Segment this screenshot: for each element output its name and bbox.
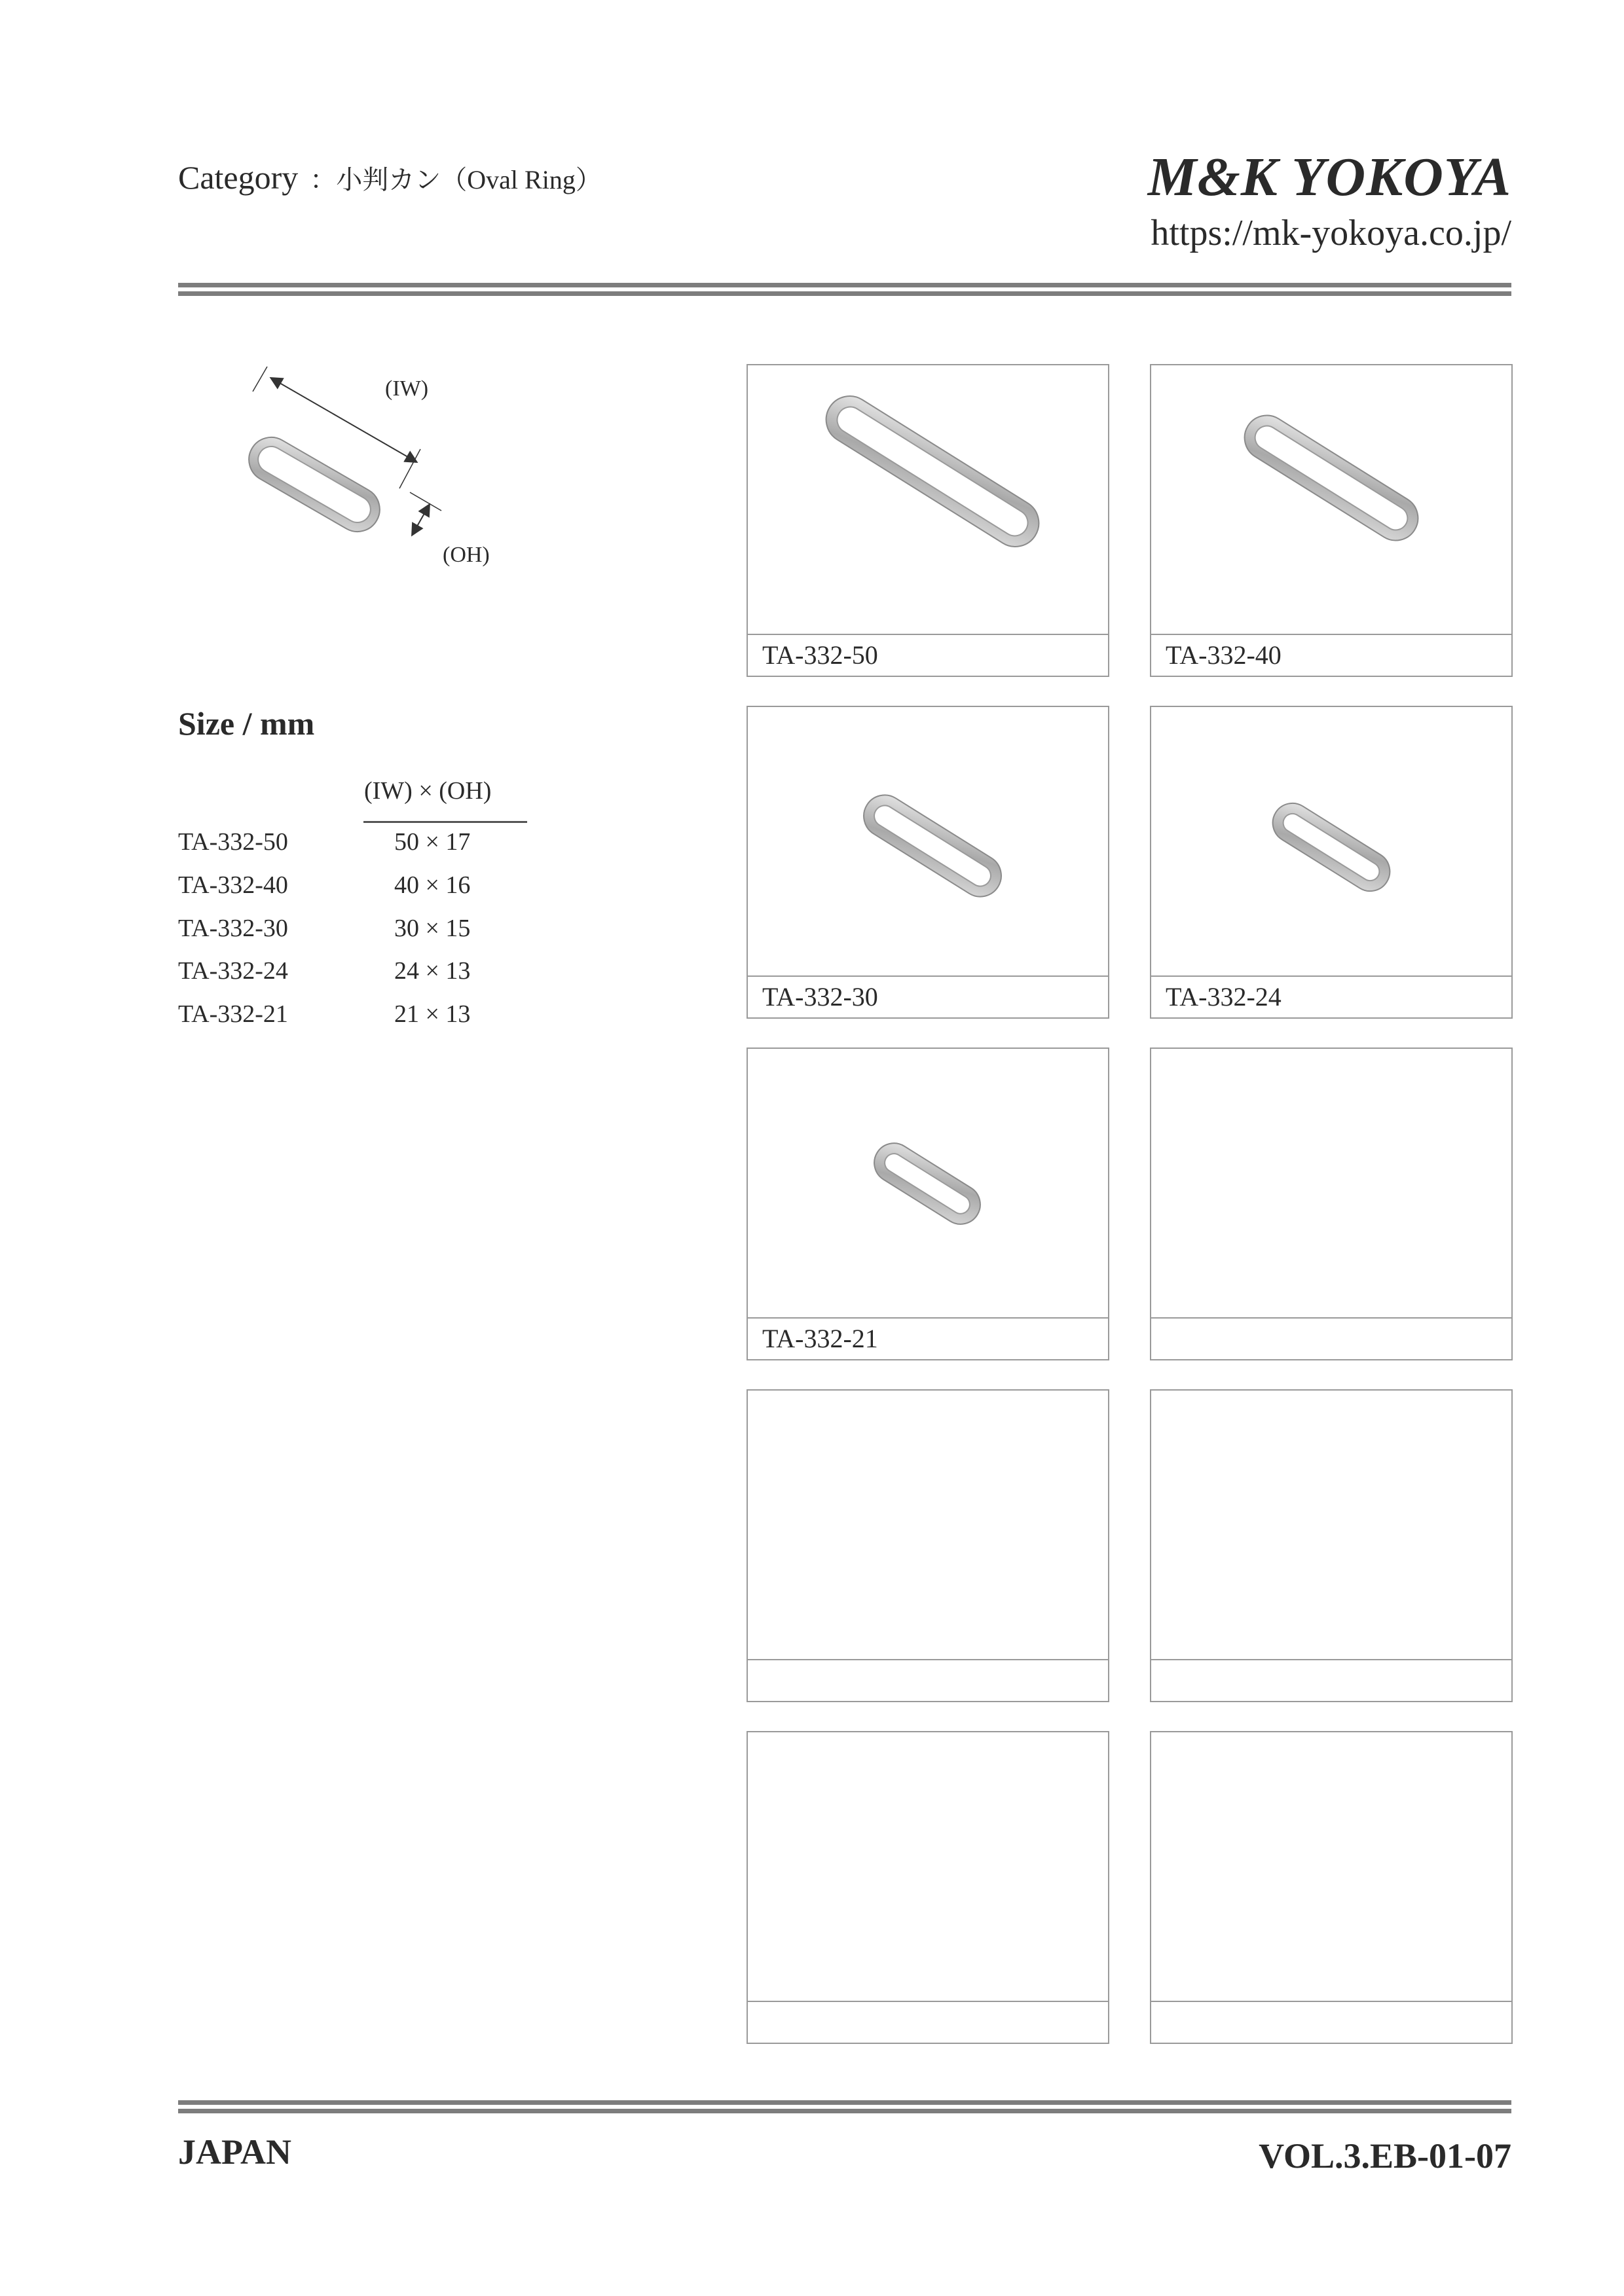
size-header-underline <box>363 821 527 823</box>
product-caption <box>1151 1317 1511 1359</box>
size-header: (IW) × (OH) <box>364 777 492 805</box>
empty-photo <box>1151 1049 1511 1317</box>
size-row <box>178 1000 470 1029</box>
product-card-empty <box>1150 1048 1513 1360</box>
category-line <box>178 158 602 196</box>
size-dims: 21 × 13 <box>394 1000 471 1028</box>
size-row <box>178 828 470 856</box>
product-caption <box>1151 1659 1511 1701</box>
empty-photo <box>748 1732 1108 2001</box>
empty-photo <box>1151 1732 1511 2001</box>
size-code: TA-332-40 <box>178 871 288 899</box>
oval-ring-image <box>748 707 1108 975</box>
size-code: TA-332-24 <box>178 957 288 985</box>
product-card-ta-332-21[interactable] <box>747 1048 1109 1360</box>
product-caption <box>748 2001 1108 2043</box>
dimension-diagram <box>190 354 557 589</box>
oval-ring-image <box>1151 365 1511 634</box>
site-url[interactable]: https://mk-yokoya.co.jp/ <box>1151 213 1511 253</box>
product-card-ta-332-50[interactable] <box>747 364 1109 677</box>
oval-ring-image <box>1151 707 1511 975</box>
product-card-empty <box>747 1731 1109 2044</box>
header-rule <box>178 283 1511 296</box>
product-card-ta-332-30[interactable] <box>747 706 1109 1019</box>
size-code: TA-332-50 <box>178 828 288 856</box>
product-caption <box>748 1659 1108 1701</box>
product-caption: TA-332-40 <box>1151 634 1511 676</box>
product-caption: TA-332-24 <box>1151 975 1511 1017</box>
oval-ring-diagram-icon <box>241 429 388 540</box>
brand-name: M&K YOKOYA <box>1147 147 1511 208</box>
category-value: ：小判カン（Oval Ring） <box>310 165 602 194</box>
size-row <box>178 957 470 985</box>
footer-volume: VOL.3.EB-01-07 <box>1259 2136 1511 2176</box>
size-dims: 24 × 13 <box>394 957 471 985</box>
iw-label: (IW) <box>385 376 429 401</box>
size-row <box>178 914 470 943</box>
product-caption <box>1151 2001 1511 2043</box>
size-code: TA-332-30 <box>178 915 288 942</box>
size-code: TA-332-21 <box>178 1000 288 1028</box>
product-caption: TA-332-21 <box>748 1317 1108 1359</box>
size-dims: 50 × 17 <box>394 828 471 856</box>
product-card-empty <box>747 1389 1109 1702</box>
size-title: Size / mm <box>178 705 315 742</box>
product-card-empty <box>1150 1389 1513 1702</box>
product-caption: TA-332-30 <box>748 975 1108 1017</box>
empty-photo <box>748 1391 1108 1659</box>
product-card-ta-332-40[interactable] <box>1150 364 1513 677</box>
category-label: Category <box>178 159 299 196</box>
product-caption: TA-332-50 <box>748 634 1108 676</box>
size-dims: 40 × 16 <box>394 871 471 899</box>
product-card-empty <box>1150 1731 1513 2044</box>
oh-label: (OH) <box>443 543 490 567</box>
size-row <box>178 871 470 900</box>
footer-country: JAPAN <box>178 2132 291 2172</box>
oval-ring-image <box>748 365 1108 634</box>
product-card-ta-332-24[interactable] <box>1150 706 1513 1019</box>
empty-photo <box>1151 1391 1511 1659</box>
footer-rule <box>178 2100 1511 2113</box>
oval-ring-image <box>748 1049 1108 1317</box>
size-dims: 30 × 15 <box>394 915 471 942</box>
